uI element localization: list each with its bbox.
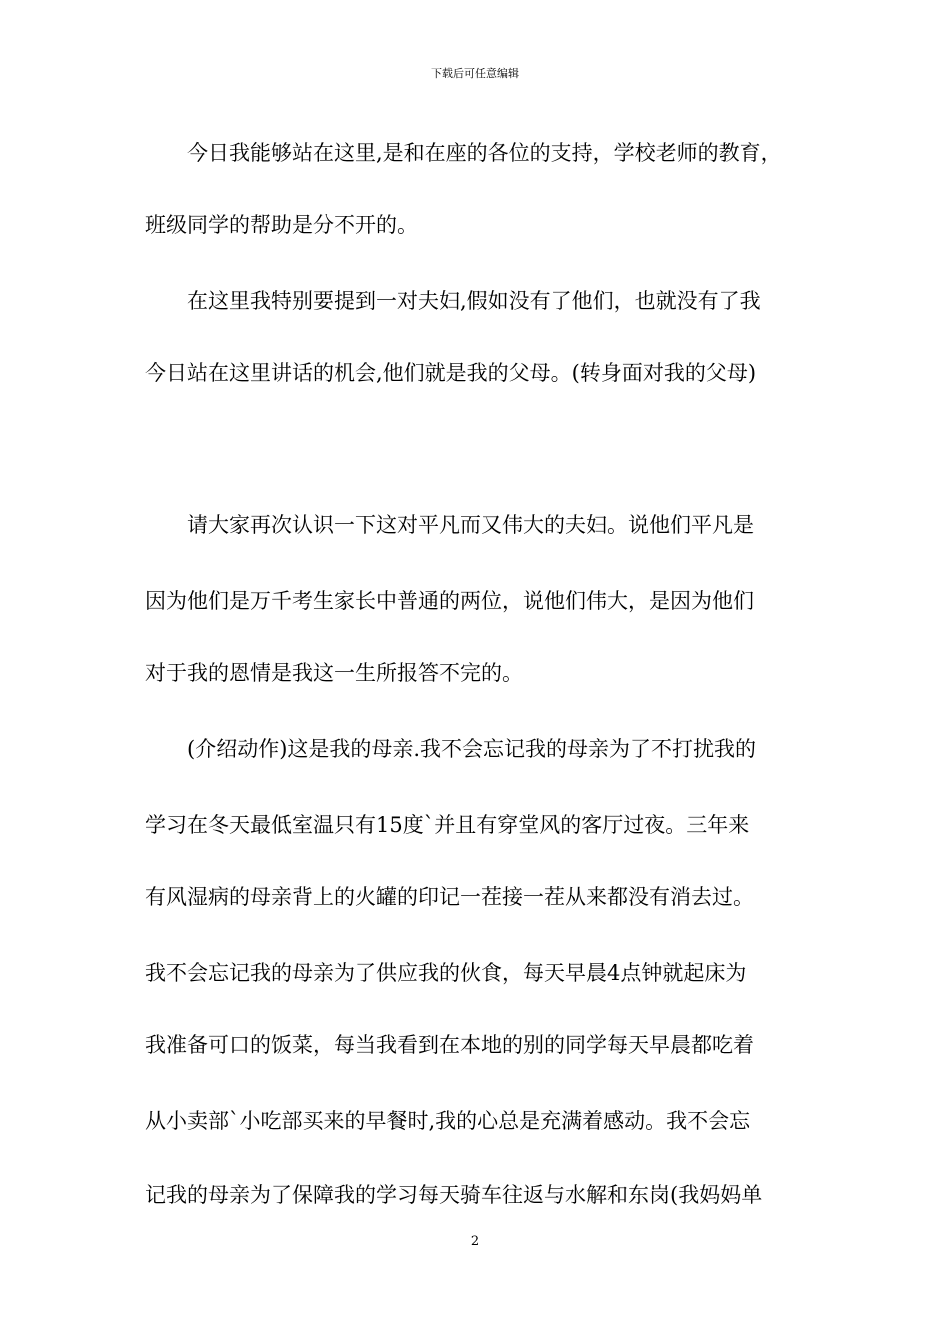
page-header: 下载后可任意编辑 <box>431 67 519 80</box>
body-line: (介绍动作)这是我的母亲.我不会忘记我的母亲为了不打扰我的 <box>145 737 757 761</box>
page-number: 2 <box>470 1234 480 1249</box>
body-line: 有风湿病的母亲背上的火罐的印记一茬接一茬从来都没有消去过。 <box>145 885 754 909</box>
body-line: 记我的母亲为了保障我的学习每天骑车往返与水解和东岗(我妈妈单 <box>145 1183 763 1207</box>
body-line: 对于我的恩情是我这一生所报答不完的。 <box>145 661 523 685</box>
body-line: 因为他们是万千考生家长中普通的两位，说他们伟大，是因为他们 <box>145 589 754 613</box>
body-line: 我准备可口的饭菜，每当我看到在本地的别的同学每天早晨都吃着 <box>145 1033 754 1057</box>
body-line: 今日我能够站在这里,是和在座的各位的支持，学校老师的教育， <box>145 141 782 165</box>
body-line: 班级同学的帮助是分不开的。 <box>145 213 418 237</box>
body-line: 学习在冬天最低室温只有15度`并且有穿堂风的客厅过夜。三年来 <box>145 813 750 837</box>
body-line: 请大家再次认识一下这对平凡而又伟大的夫妇。说他们平凡是 <box>145 513 754 537</box>
body-line: 从小卖部`小吃部买来的早餐时,我的心总是充满着感动。我不会忘 <box>145 1109 751 1133</box>
body-line: 我不会忘记我的母亲为了供应我的伙食，每天早晨4点钟就起床为 <box>145 961 747 985</box>
body-line: 今日站在这里讲话的机会,他们就是我的父母。(转身面对我的父母) <box>145 361 757 385</box>
body-line: 在这里我特别要提到一对夫妇,假如没有了他们，也就没有了我 <box>145 289 761 313</box>
